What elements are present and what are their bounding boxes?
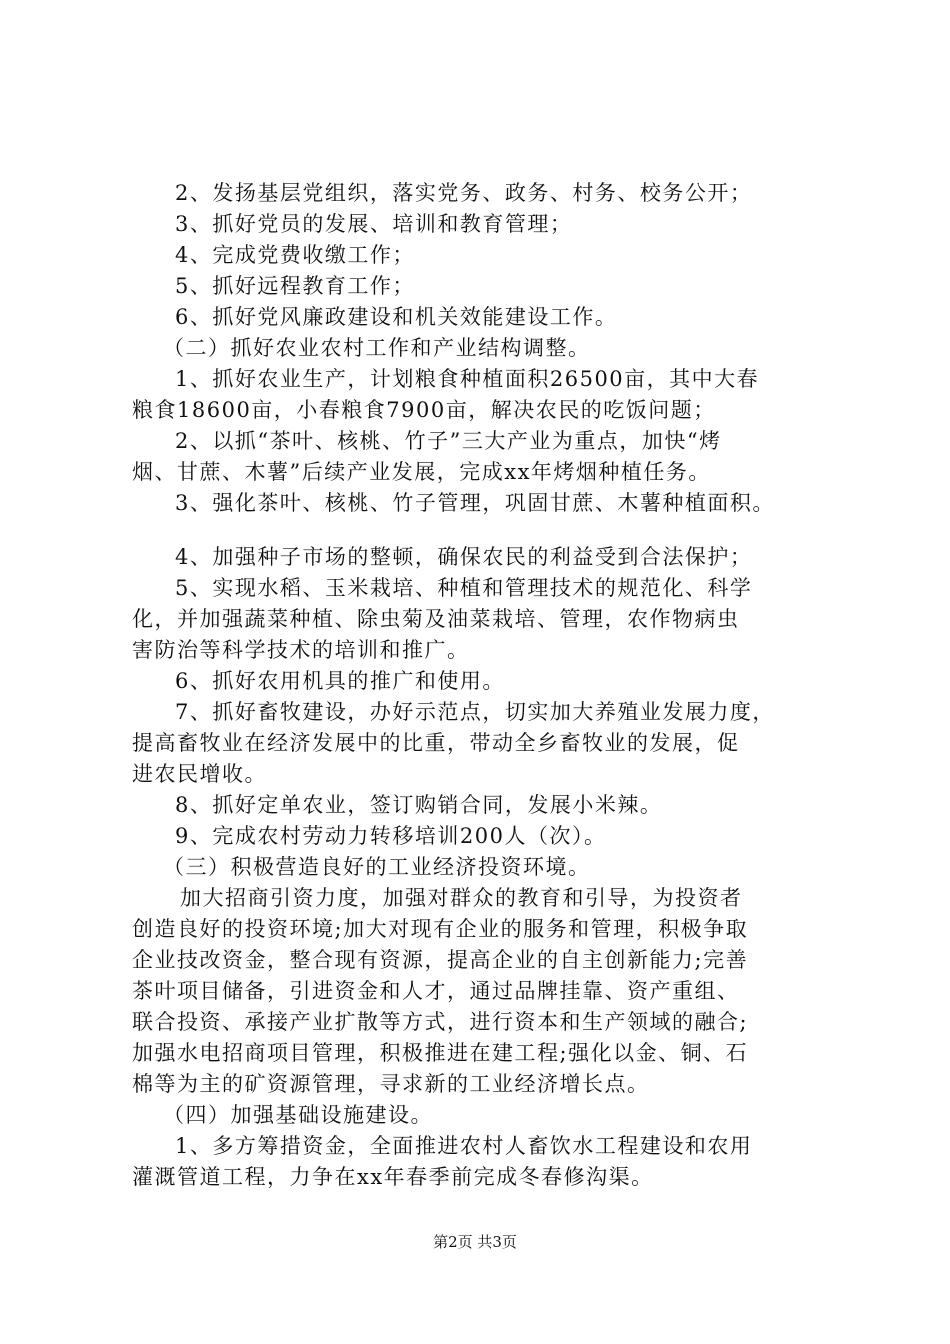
- body-line: 7、抓好畜牧建设，办好示范点，切实加大养殖业发展力度，: [175, 700, 775, 724]
- page-footer: [0, 1232, 950, 1252]
- body-line: 加强水电招商项目管理，积极推进在建工程;强化以金、铜、石: [132, 1041, 749, 1065]
- body-line: 5、实现水稻、玉米栽培、种植和管理技术的规范化、科学: [175, 576, 753, 600]
- body-line: 3、强化茶叶、核桃、竹子管理，巩固甘蔗、木薯种植面积。: [175, 491, 775, 515]
- body-line: 棉等为主的矿资源管理，寻求新的工业经济增长点。: [132, 1072, 650, 1096]
- body-line: 灌溉管道工程，力争在xx年春季前完成冬春修沟渠。: [132, 1165, 654, 1189]
- body-line: 8、抓好定单农业，签订购销合同，发展小米辣。: [175, 793, 663, 817]
- body-line: 化，并加强蔬菜种植、除虫菊及油菜栽培、管理，农作物病虫: [132, 607, 740, 631]
- body-line: 5、抓好远程教育工作；: [175, 274, 415, 298]
- body-line: 4、完成党费收缴工作；: [175, 243, 415, 267]
- body-line: 害防治等科学技术的培训和推广。: [132, 638, 470, 662]
- body-line: 烟、甘蔗、木薯”后续产业发展，完成xx年烤烟种植任务。: [132, 460, 711, 484]
- body-line: 1、多方筹措资金，全面推进农村人畜饮水工程建设和农用: [175, 1134, 753, 1158]
- body-line: 企业技改资金，整合现有资源，提高企业的自主创新能力;完善: [132, 948, 749, 972]
- section-heading: （二）抓好农业农村工作和产业结构调整。: [163, 336, 591, 360]
- body-line: 6、抓好农用机具的推广和使用。: [175, 669, 505, 693]
- body-line: 2、发扬基层党组织，落实党务、政务、村务、校务公开；: [175, 181, 753, 205]
- body-line: 6、抓好党风廉政建设和机关效能建设工作。: [175, 305, 618, 329]
- page-number-label: 第2页 共3页: [433, 1233, 517, 1251]
- body-line: 3、抓好党员的发展、培训和教育管理；: [175, 212, 573, 236]
- body-line: 茶叶项目储备，引进资金和人才，通过品牌挂靠、资产重组、: [132, 979, 740, 1003]
- body-line: 2、以抓“茶叶、核桃、竹子”三大产业为重点，加快“烤: [175, 429, 722, 453]
- body-line: 进农民增收。: [132, 762, 267, 786]
- body-line: 粮食18600亩，小春粮食7900亩，解决农民的吃饭问题；: [132, 398, 716, 422]
- body-line: 4、加强种子市场的整顿，确保农民的利益受到合法保护；: [175, 545, 753, 569]
- body-line: 加大招商引资力度，加强对群众的教育和引导，为投资者: [180, 886, 743, 910]
- body-line: 创造良好的投资环境;加大对现有企业的服务和管理，积极争取: [132, 917, 749, 941]
- section-heading: （三）积极营造良好的工业经济投资环境。: [163, 855, 591, 879]
- body-line: 1、抓好农业生产，计划粮食种植面积26500亩，其中大春: [175, 367, 760, 391]
- section-heading: （四）加强基础设施建设。: [163, 1103, 433, 1127]
- body-line: 提高畜牧业在经济发展中的比重，带动全乡畜牧业的发展，促: [132, 731, 740, 755]
- body-line: 联合投资、承接产业扩散等方式，进行资本和生产领域的融合;: [132, 1010, 749, 1034]
- body-line: 9、完成农村劳动力转移培训200人（次）。: [175, 824, 607, 848]
